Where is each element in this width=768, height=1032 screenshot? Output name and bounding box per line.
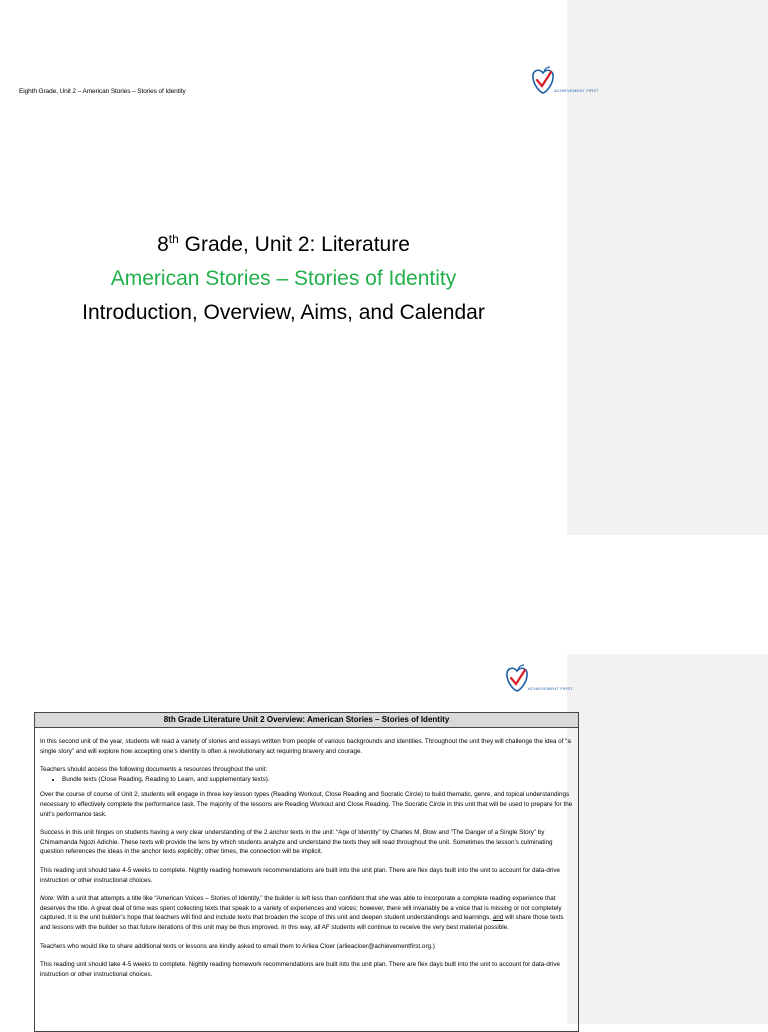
achievement-first-logo (530, 66, 599, 96)
table-body (35, 728, 578, 979)
overview-paragraph: Success in this unit hinges on students having a very clear understanding of the 2 anchor texts in the unit: “Age of Identity” by Charles M. Blow and “The Danger of a Single Story” by Chimamanda Ngozi Adichie. These texts will provide the lens by which students analyze and understand the texts they will read throughout the unit. Sometimes the lesson’s culminating question references the ideas in the anchor texts explicitly; other times, the connection will be implicit. (40, 829, 553, 856)
overview-paragraph: This reading unit should take 4-5 weeks to complete. Nightly reading homework recommendations are built into the unit plan. There are flex days built into the unit to account for data-drive instruction or other instructional choices. (40, 961, 561, 978)
apple-heart-icon (504, 664, 530, 694)
title-block (0, 228, 567, 330)
document-title: Introduction, Overview, Aims, and Calendar (82, 301, 485, 324)
resource-list (40, 775, 573, 785)
apple-heart-icon (530, 66, 556, 96)
unit-overview-table (34, 712, 579, 1032)
logo-wordmark: ACHIEVEMENT FIRST (554, 88, 599, 93)
overview-paragraph: This reading unit should take 4-5 weeks to complete. Nightly reading homework recommendations are built into the unit plan. There are flex days built into the unit to account for data-drive instruction or other instructional choices. (40, 866, 561, 884)
table-header: 8th Grade Literature Unit 2 Overview: American Stories – Stories of Identity (35, 713, 578, 728)
overview-paragraph: Teachers should access the following documents a resources throughout the unit: (40, 766, 268, 774)
achievement-first-logo-page2 (504, 664, 573, 694)
overview-paragraph: In this second unit of the year, students will read a variety of stories and essays written from people of various backgrounds and identities. Throughout the unit they will challenge the idea of “a single story” and will explore how accepting one’s identity is often a revolutionary act requiring bravery and courage. (40, 738, 571, 755)
comment-margin-bottom (567, 654, 768, 1024)
logo-wordmark: ACHIEVEMENT FIRST (528, 686, 573, 691)
overview-note: Note: With a unit that attempts a title like “American Voices – Stories of Identity,” the builder is left less than confident that she was able to incorporate a complete reading experience that deserves the title. A great deal of time was spent collecting texts that speak to a variety of experiences and voices; however, there will invariably be a voice that is missing or not completely captured. It is the unit builder’s hope that teachers will find and include texts that broaden the scope of this unit and deepen student understandings and learnings, and will share those texts and lessons with the builder so that future iterations of this unit may be thus improved. In this way, all AF students will continue to receive the very best material possible. (40, 895, 564, 931)
list-item: • Bundle texts (Close Reading, Reading to Learn, and supplementary texts). (62, 775, 573, 785)
unit-subtitle: American Stories – Stories of Identity (110, 267, 457, 290)
running-header: Eighth Grade, Unit 2 – American Stories – Stories of Identity (19, 88, 186, 95)
overview-paragraph: Over the course of course of Unit 2, students will engage in three key lesson types (Reading Workout, Close Reading and Socratic Circle) to build thematic, genre, and topical understandings necessary to effectively complete the performance task. The majority of the lessons are Reading Workout and Close Reading. The Socratic Circle in this unit that will be used to prepare for the unit’s performance task. (40, 791, 573, 818)
overview-paragraph: Teachers who would like to share additional texts or lessons are kindly asked to email them to Arliea Cloer (arlieacloer@achievementfirst.org.) (40, 942, 435, 950)
unit-title: 8th Grade, Unit 2: Literature (157, 232, 410, 256)
